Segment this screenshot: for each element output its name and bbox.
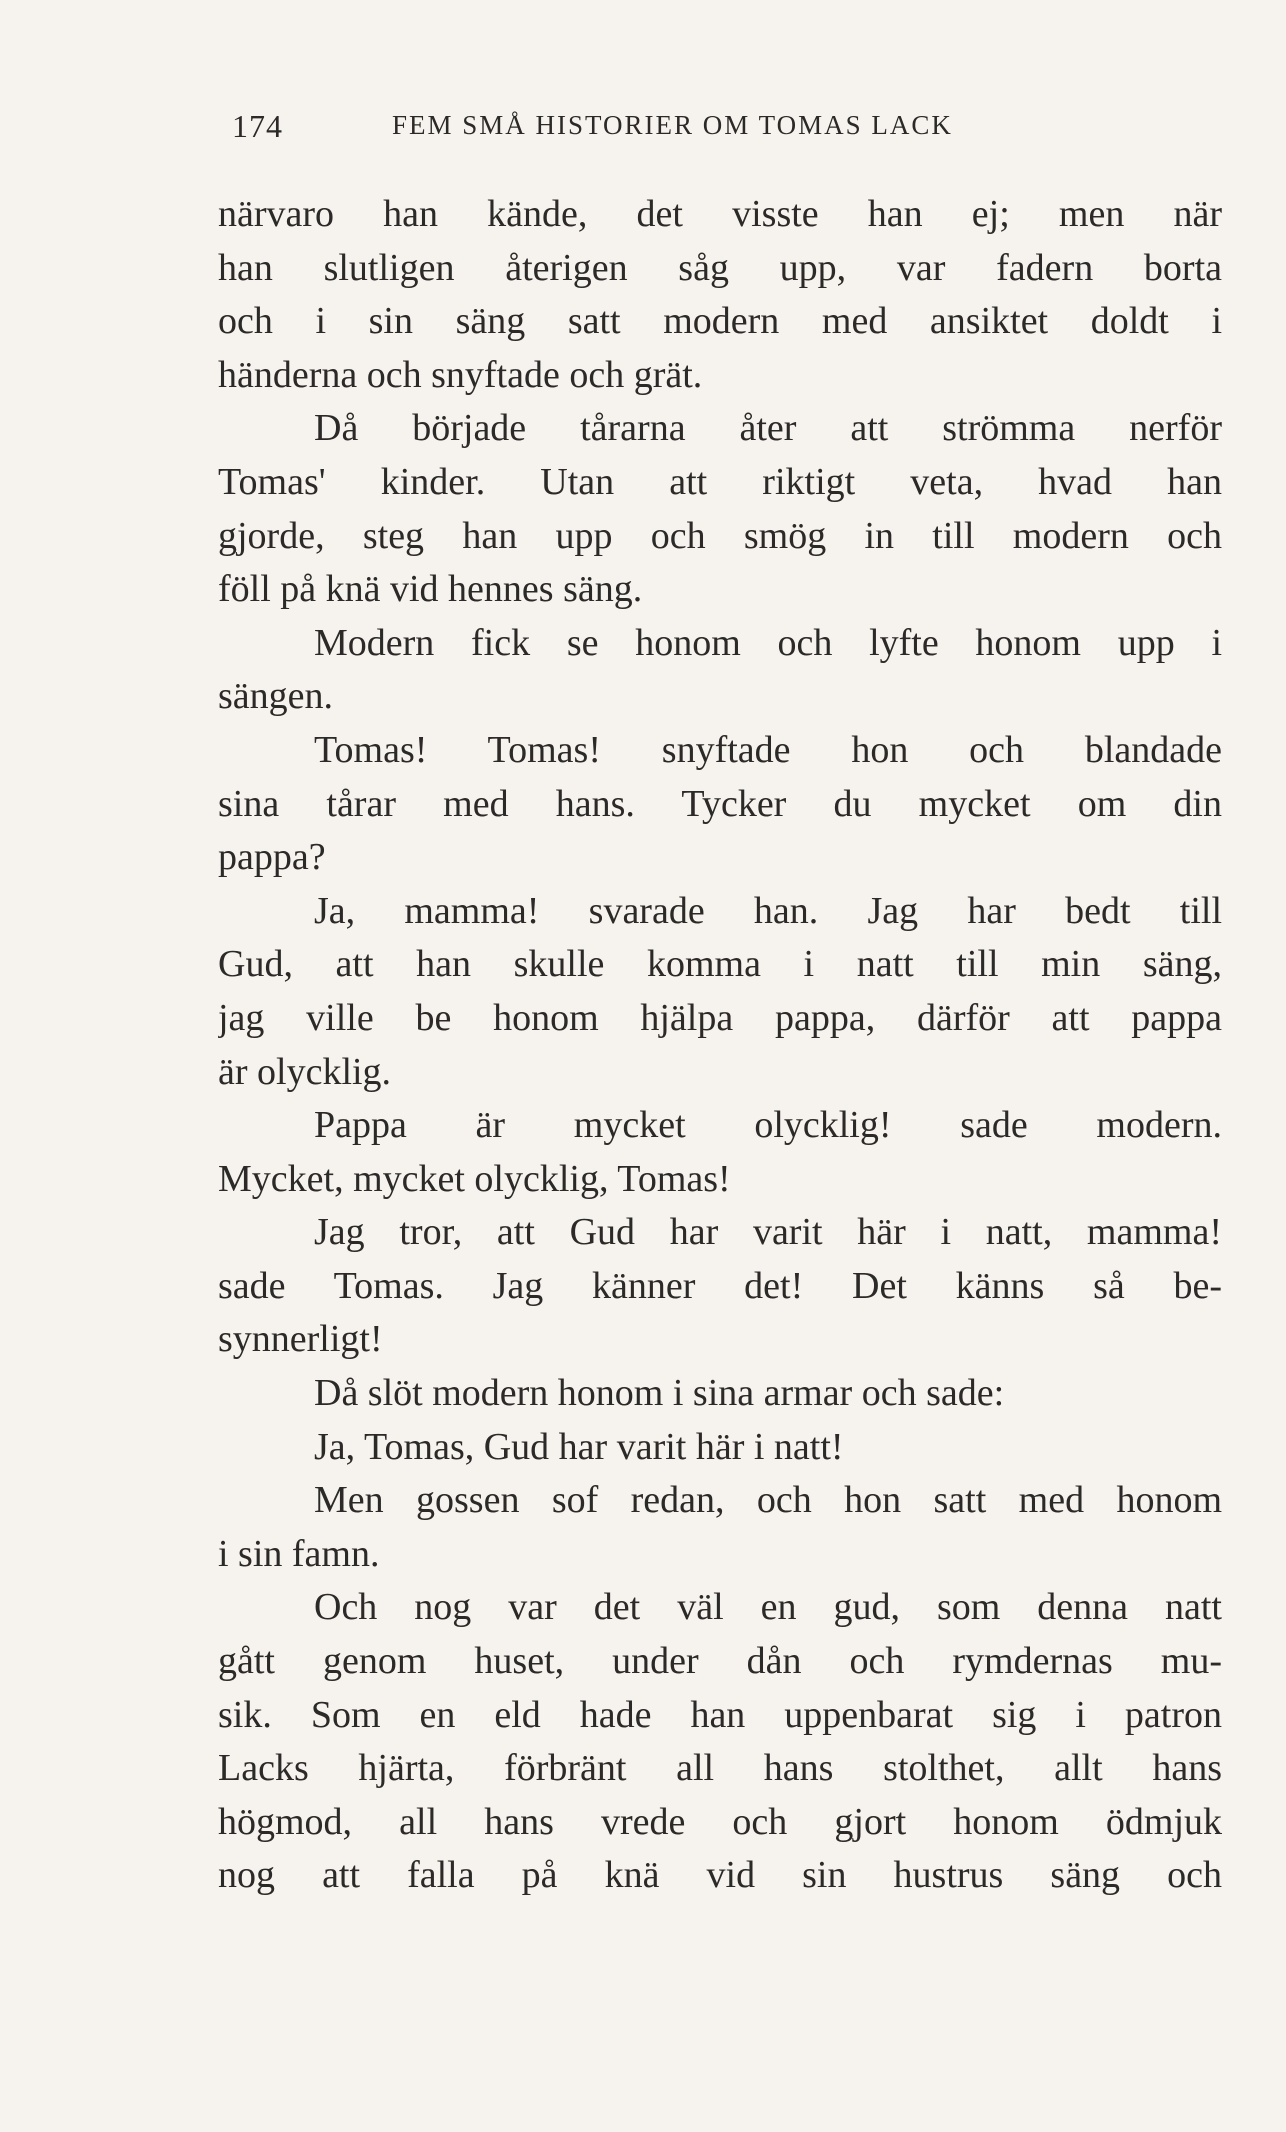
text-line: Då började tårarna åter att strömma nerför (314, 407, 1222, 450)
text-line: sina tårar med hans. Tycker du mycket om din (218, 782, 1222, 825)
text-line: Lacks hjärta, förbränt all hans stolthet, allt hans (218, 1747, 1222, 1790)
text-line: Ja, mamma! svarade han. Jag har bedt till (314, 889, 1222, 932)
text-line: sade Tomas. Jag känner det! Det känns så be- (218, 1264, 1222, 1307)
text-line: Ja, Tomas, Gud har varit här i natt! (314, 1425, 844, 1468)
text-line: Då slöt modern honom i sina armar och sade: (314, 1372, 1005, 1415)
text-line: händerna och snyftade och grät. (218, 353, 703, 396)
text-line: jag ville be honom hjälpa pappa, därför att pappa (218, 996, 1222, 1039)
text-line: Modern fick se honom och lyfte honom upp i (314, 621, 1222, 664)
text-line: Pappa är mycket olycklig! sade modern. (314, 1104, 1222, 1147)
text-line: sik. Som en eld hade han uppenbarat sig i patron (218, 1693, 1222, 1736)
text-line: närvaro han kände, det visste han ej; men när (218, 193, 1222, 235)
text-line: Tomas! Tomas! snyftade hon och blandade (314, 728, 1222, 771)
text-line: pappa? (218, 836, 326, 879)
text-line: Tomas' kinder. Utan att riktigt veta, hvad han (218, 460, 1222, 503)
text-line: är olycklig. (218, 1050, 392, 1093)
text-line: gått genom huset, under dån och rymdernas mu- (218, 1640, 1222, 1683)
text-line: högmod, all hans vrede och gjort honom ödmjuk (218, 1800, 1222, 1843)
running-title: FEM SMÅ HISTORIER OM TOMAS LACK (392, 110, 953, 140)
text-line: och i sin säng satt modern med ansiktet doldt i (218, 300, 1222, 343)
text-line: Men gossen sof redan, och hon satt med honom (314, 1479, 1222, 1522)
text-line: han slutligen återigen såg upp, var fadern borta (218, 246, 1222, 289)
text-line: föll på knä vid hennes säng. (218, 568, 643, 611)
page-number: 174 (232, 108, 283, 144)
body-text (218, 188, 1222, 1903)
text-line: Gud, att han skulle komma i natt till min säng, (218, 943, 1222, 986)
text-line: Jag tror, att Gud har varit här i natt, mamma! (314, 1211, 1222, 1254)
running-head (232, 108, 1072, 148)
text-line: sängen. (218, 675, 334, 718)
text-line: gjorde, steg han upp och smög in till modern och (218, 514, 1222, 557)
text-line: synnerligt! (218, 1318, 383, 1361)
text-line: i sin famn. (218, 1532, 380, 1575)
text-line: Mycket, mycket olycklig, Tomas! (218, 1157, 731, 1200)
text-line: Och nog var det väl en gud, som denna natt (314, 1586, 1222, 1629)
text-line: nog att falla på knä vid sin hustrus säng och (218, 1854, 1222, 1897)
